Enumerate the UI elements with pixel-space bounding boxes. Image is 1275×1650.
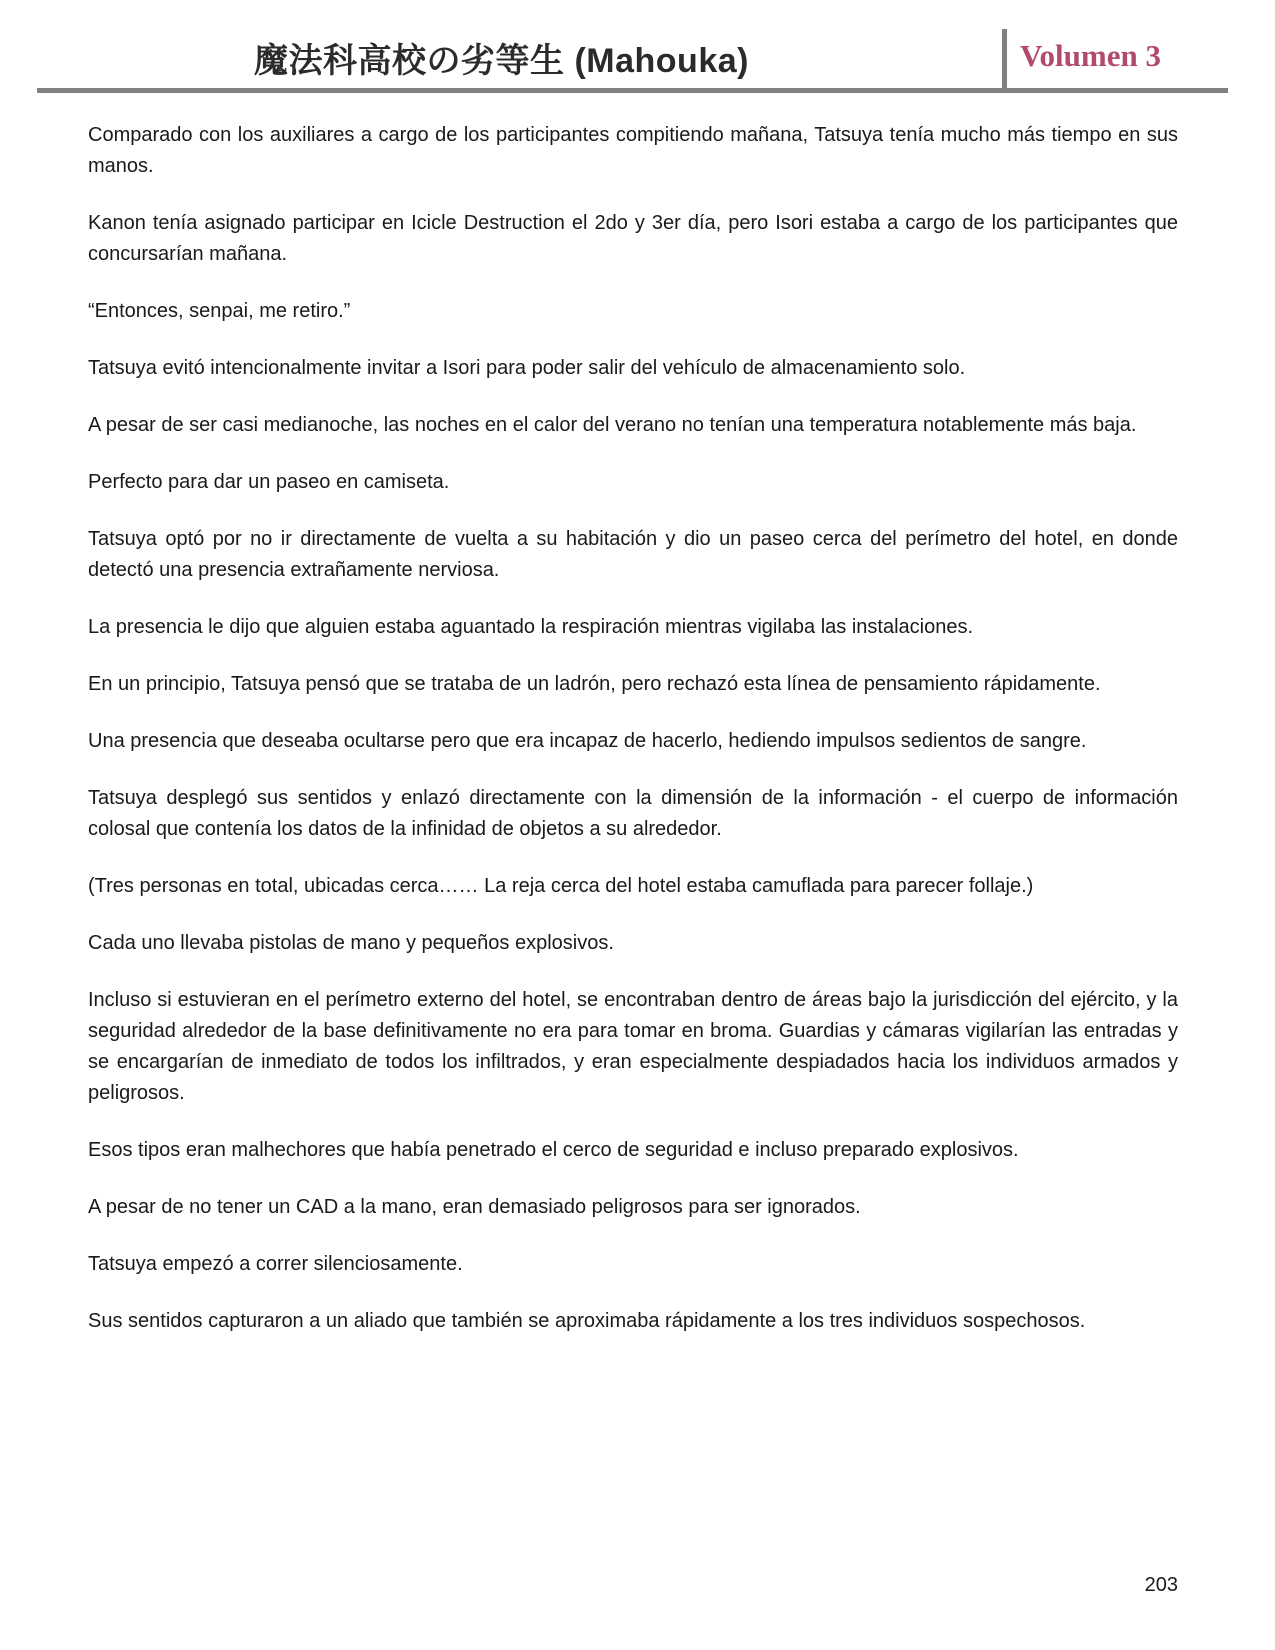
body-text (88, 120, 1178, 1363)
header-rule (37, 88, 1228, 93)
page-title: 魔法科高校の劣等生 (Mahouka) (254, 42, 749, 80)
paragraph: La presencia le dijo que alguien estaba aguantado la respiración mientras vigilaba las instalaciones. (88, 616, 974, 638)
paragraph: Tatsuya evitó intencionalmente invitar a Isori para poder salir del vehículo de almacenamiento solo. (88, 357, 966, 379)
page-number: 203 (1144, 1574, 1178, 1596)
paragraph: En un principio, Tatsuya pensó que se trataba de un ladrón, pero rechazó esta línea de pensamiento rápidamente. (88, 673, 1101, 695)
paragraph: Cada uno llevaba pistolas de mano y pequeños explosivos. (88, 932, 614, 954)
paragraph: “Entonces, senpai, me retiro.” (88, 300, 351, 322)
paragraph: Sus sentidos capturaron a un aliado que también se aproximaba rápidamente a los tres individuos sospechosos. (88, 1310, 1086, 1332)
paragraph: Kanon tenía asignado participar en Icicle Destruction el 2do y 3er día, pero Isori estaba a cargo de los participantes que concursarían mañana. (88, 212, 1178, 265)
volume-label: Volumen 3 (1020, 38, 1161, 73)
header-vertical-divider (1002, 29, 1007, 93)
paragraph: Tatsuya optó por no ir directamente de vuelta a su habitación y dio un paseo cerca del perímetro del hotel, en donde detectó una presencia extrañamente nerviosa. (88, 528, 1178, 581)
paragraph: Esos tipos eran malhechores que había penetrado el cerco de seguridad e incluso preparado explosivos. (88, 1139, 1019, 1161)
paragraph: Perfecto para dar un paseo en camiseta. (88, 471, 450, 493)
paragraph: Incluso si estuvieran en el perímetro externo del hotel, se encontraban dentro de áreas bajo la jurisdicción del ejército, y la seguridad alrededor de la base definitivamente no era para tomar en broma. Guardias y cámaras vigilarían las entradas y se encargarían de inmediato de todos los infiltrados, y eran especialmente despiadados hacia los individuos armados y peligrosos. (88, 989, 1178, 1104)
paragraph: Tatsuya empezó a correr silenciosamente. (88, 1253, 463, 1275)
paragraph: Comparado con los auxiliares a cargo de los participantes compitiendo mañana, Tatsuya tenía mucho más tiempo en sus manos. (88, 124, 1178, 177)
paragraph: (Tres personas en total, ubicadas cerca…… La reja cerca del hotel estaba camuflada para parecer follaje.) (88, 875, 1034, 897)
paragraph: Tatsuya desplegó sus sentidos y enlazó directamente con la dimensión de la información - el cuerpo de información colosal que contenía los datos de la infinidad de objetos a su alrededor. (88, 787, 1178, 840)
paragraph: A pesar de no tener un CAD a la mano, eran demasiado peligrosos para ser ignorados. (88, 1196, 861, 1218)
paragraph: Una presencia que deseaba ocultarse pero que era incapaz de hacerlo, hediendo impulsos sedientos de sangre. (88, 730, 1087, 752)
paragraph: A pesar de ser casi medianoche, las noches en el calor del verano no tenían una temperatura notablemente más baja. (88, 414, 1137, 436)
